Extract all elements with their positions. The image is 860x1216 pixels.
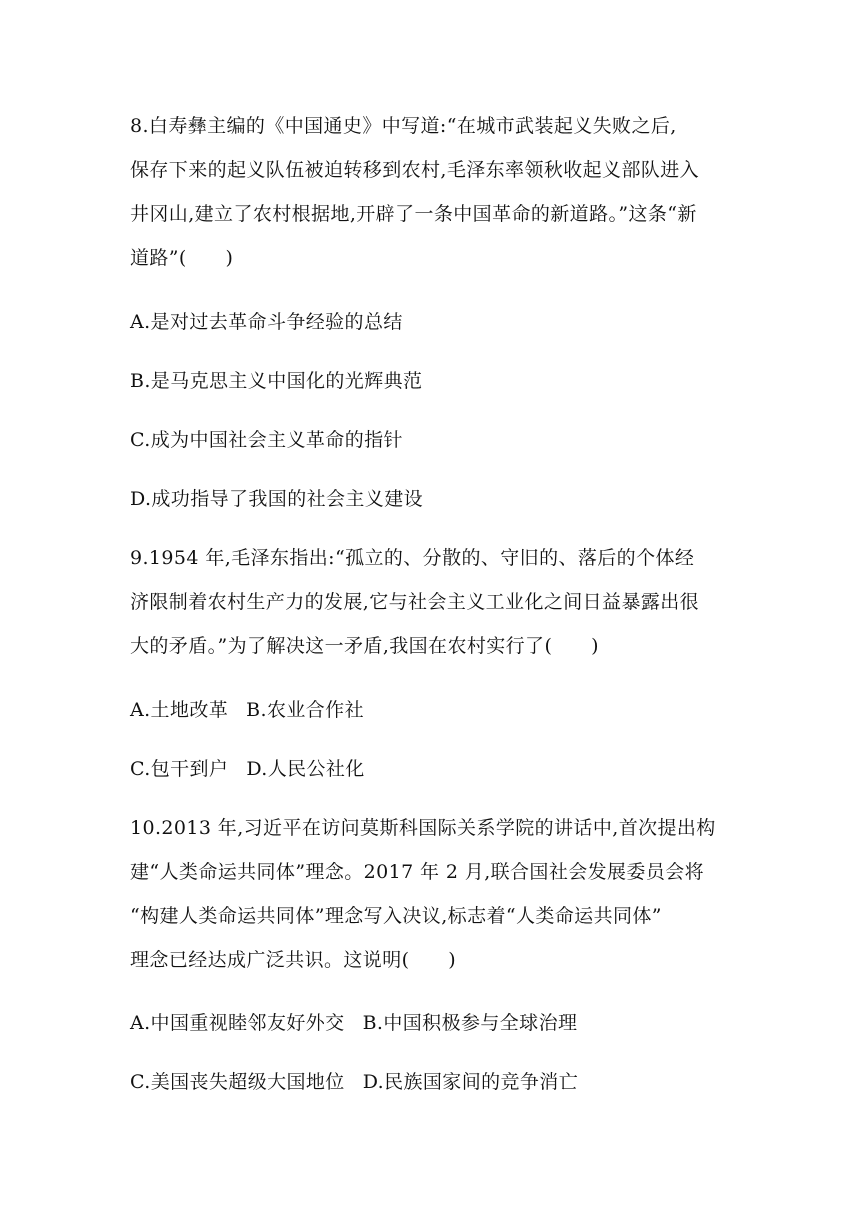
question-9-line-1: 9.1954 年,毛泽东指出:“孤立的、分散的、守旧的、落后的个体经 xyxy=(130,547,695,569)
question-10-options-row-2 xyxy=(130,1060,730,1104)
question-8-line-2: 保存下来的起义队伍被迫转移到农村,毛泽东率领秋收起义部队进入 xyxy=(130,159,700,181)
question-9-option-c: C.包干到户 xyxy=(130,758,229,780)
question-10-line-3: “构建人类命运共同体”理念写入决议,标志着“人类命运共同体” xyxy=(130,905,662,927)
question-9-option-b: B.农业合作社 xyxy=(246,699,364,721)
question-8-option-d xyxy=(130,477,730,521)
option-text: D.成功指导了我国的社会主义建设 xyxy=(130,488,423,510)
question-10-option-b: B.中国积极参与全球治理 xyxy=(362,1012,578,1034)
question-10-option-d: D.民族国家间的竞争消亡 xyxy=(362,1071,579,1093)
question-9-options-row-2 xyxy=(130,747,730,791)
question-10-line-1: 10.2013 年,习近平在访问莫斯科国际关系学院的讲话中,首次提出构 xyxy=(130,817,716,839)
question-9-option-a: A.土地改革 xyxy=(130,699,229,721)
question-8-option-a xyxy=(130,300,730,344)
question-9-stem xyxy=(130,536,730,668)
question-8-line-1: 8.白寿彝主编的《中国通史》中写道:“在城市武装起义失败之后, xyxy=(130,115,677,137)
question-10-line-2: 建“人类命运共同体”理念。2017 年 2 月,联合国社会发展委员会将 xyxy=(130,861,705,883)
question-9-line-3: 大的矛盾。”为了解决这一矛盾,我国在农村实行了( ) xyxy=(130,635,599,657)
question-9-line-2: 济限制着农村生产力的发展,它与社会主义工业化之间日益暴露出很 xyxy=(130,591,700,613)
question-9-option-d: D.人民公社化 xyxy=(246,758,365,780)
question-10-option-c: C.美国丧失超级大国地位 xyxy=(130,1071,345,1093)
option-text: C.成为中国社会主义革命的指针 xyxy=(130,429,403,451)
question-8-option-c xyxy=(130,418,730,462)
question-8-line-4: 道路”( ) xyxy=(130,247,234,269)
option-text: A.是对过去革命斗争经验的总结 xyxy=(130,311,403,333)
question-9-options-row-1 xyxy=(130,688,730,732)
question-10-stem xyxy=(130,806,730,982)
question-10-line-4: 理念已经达成广泛共识。这说明( ) xyxy=(130,949,457,971)
question-8-line-3: 井冈山,建立了农村根据地,开辟了一条中国革命的新道路。”这条“新 xyxy=(130,203,697,225)
option-text: B.是马克思主义中国化的光辉典范 xyxy=(130,370,423,392)
question-8-stem xyxy=(130,104,730,280)
question-10-option-a: A.中国重视睦邻友好外交 xyxy=(130,1012,345,1034)
question-10-options-row-1 xyxy=(130,1001,730,1045)
question-8-option-b xyxy=(130,359,730,403)
